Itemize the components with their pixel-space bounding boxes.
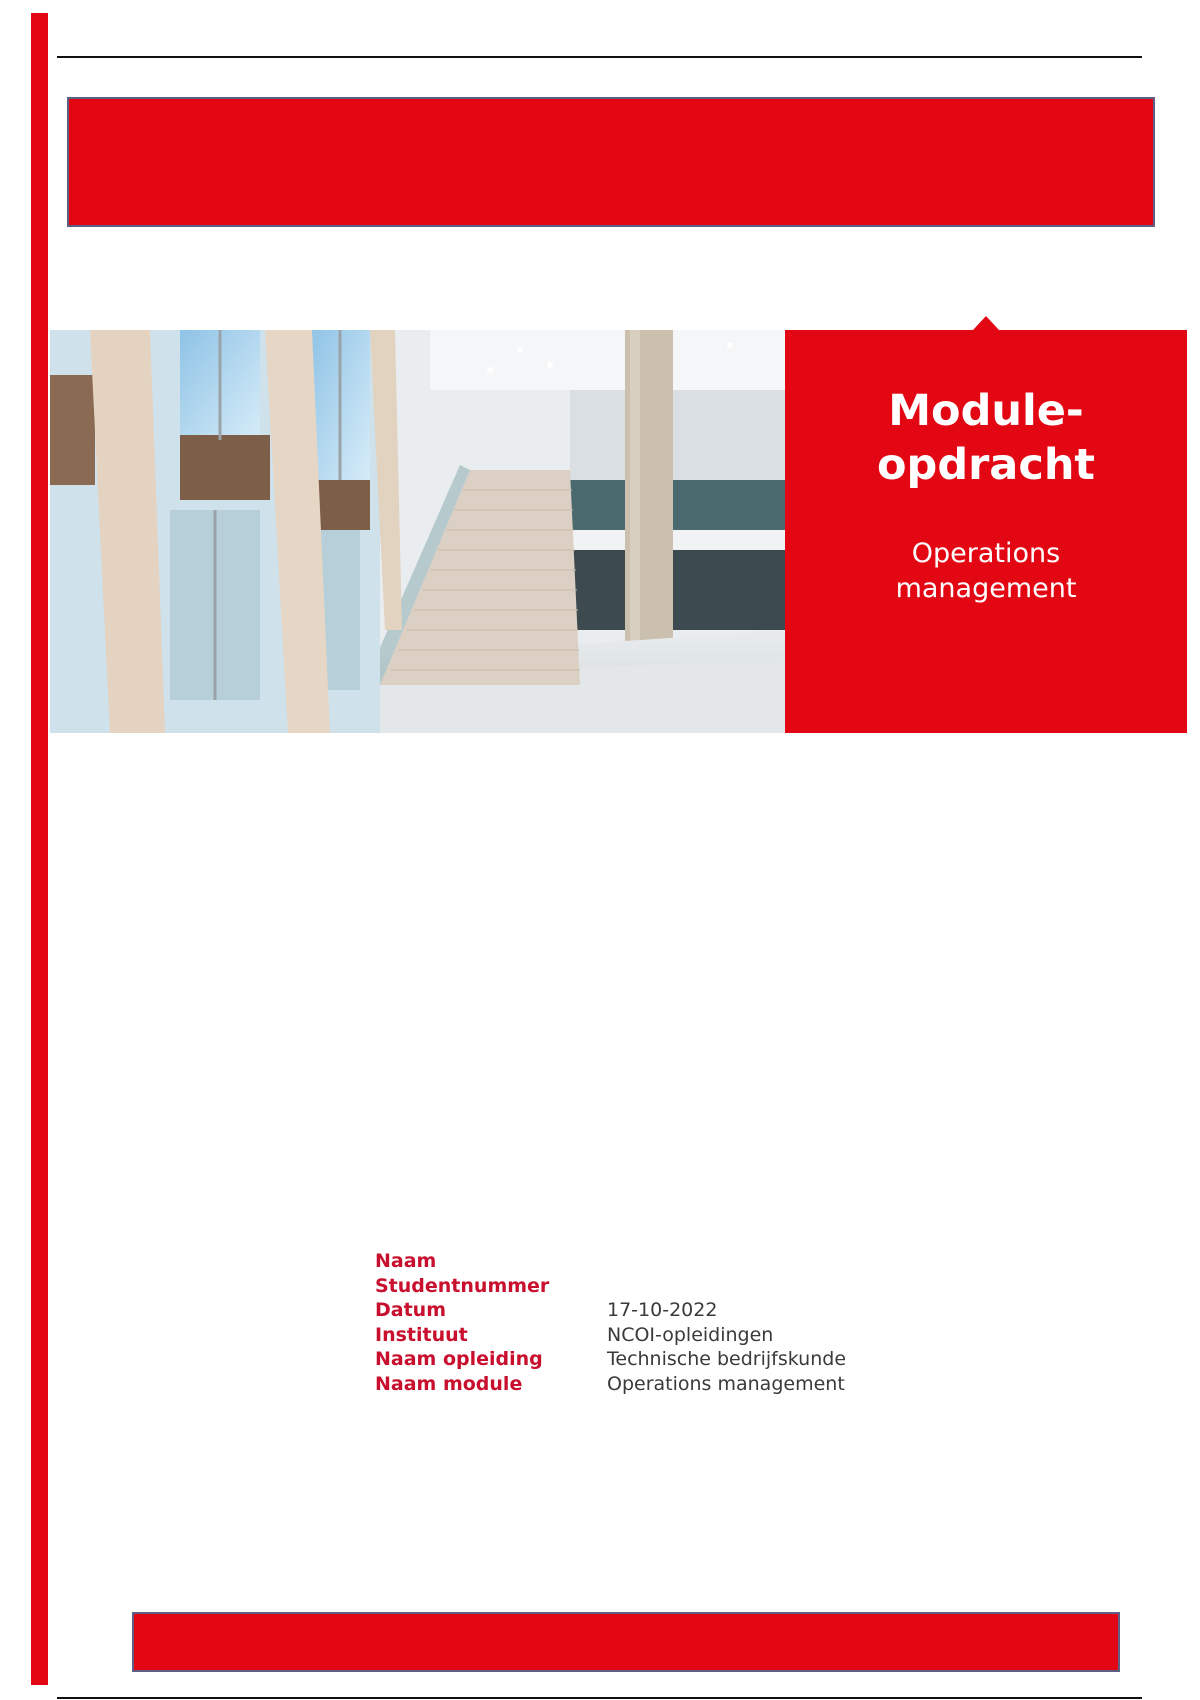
footer-banner [132, 1612, 1120, 1672]
info-label: Datum [375, 1299, 446, 1322]
student-info-table [375, 1249, 846, 1396]
document-subtitle: Operations management [895, 538, 1077, 604]
info-value: Technische bedrijfskunde [607, 1348, 847, 1371]
header-rule [57, 56, 1142, 58]
info-row-naam-module [375, 1372, 846, 1397]
title-panel-notch [973, 316, 999, 330]
info-value [607, 1249, 846, 1274]
info-value: 17-10-2022 [607, 1299, 718, 1322]
info-value [607, 1274, 846, 1299]
left-accent-bar [31, 13, 48, 1685]
info-row-naam-opleiding [375, 1347, 846, 1372]
info-value: Operations management [607, 1372, 845, 1395]
info-label: Studentnummer [375, 1274, 550, 1297]
building-interior-image [50, 330, 785, 733]
info-label: Naam opleiding [375, 1348, 543, 1371]
document-title: Module- opdracht [877, 386, 1095, 490]
info-row-naam [375, 1249, 846, 1274]
header-banner [67, 97, 1155, 227]
info-label: Naam module [375, 1372, 523, 1395]
info-row-datum [375, 1298, 846, 1323]
info-value: NCOI-opleidingen [607, 1323, 774, 1346]
cover-photo [50, 330, 785, 733]
footer-rule [57, 1697, 1142, 1699]
title-panel [785, 330, 1187, 733]
info-label: Naam [375, 1250, 437, 1273]
info-row-instituut [375, 1323, 846, 1348]
info-row-studentnummer [375, 1274, 846, 1299]
info-label: Instituut [375, 1323, 468, 1346]
